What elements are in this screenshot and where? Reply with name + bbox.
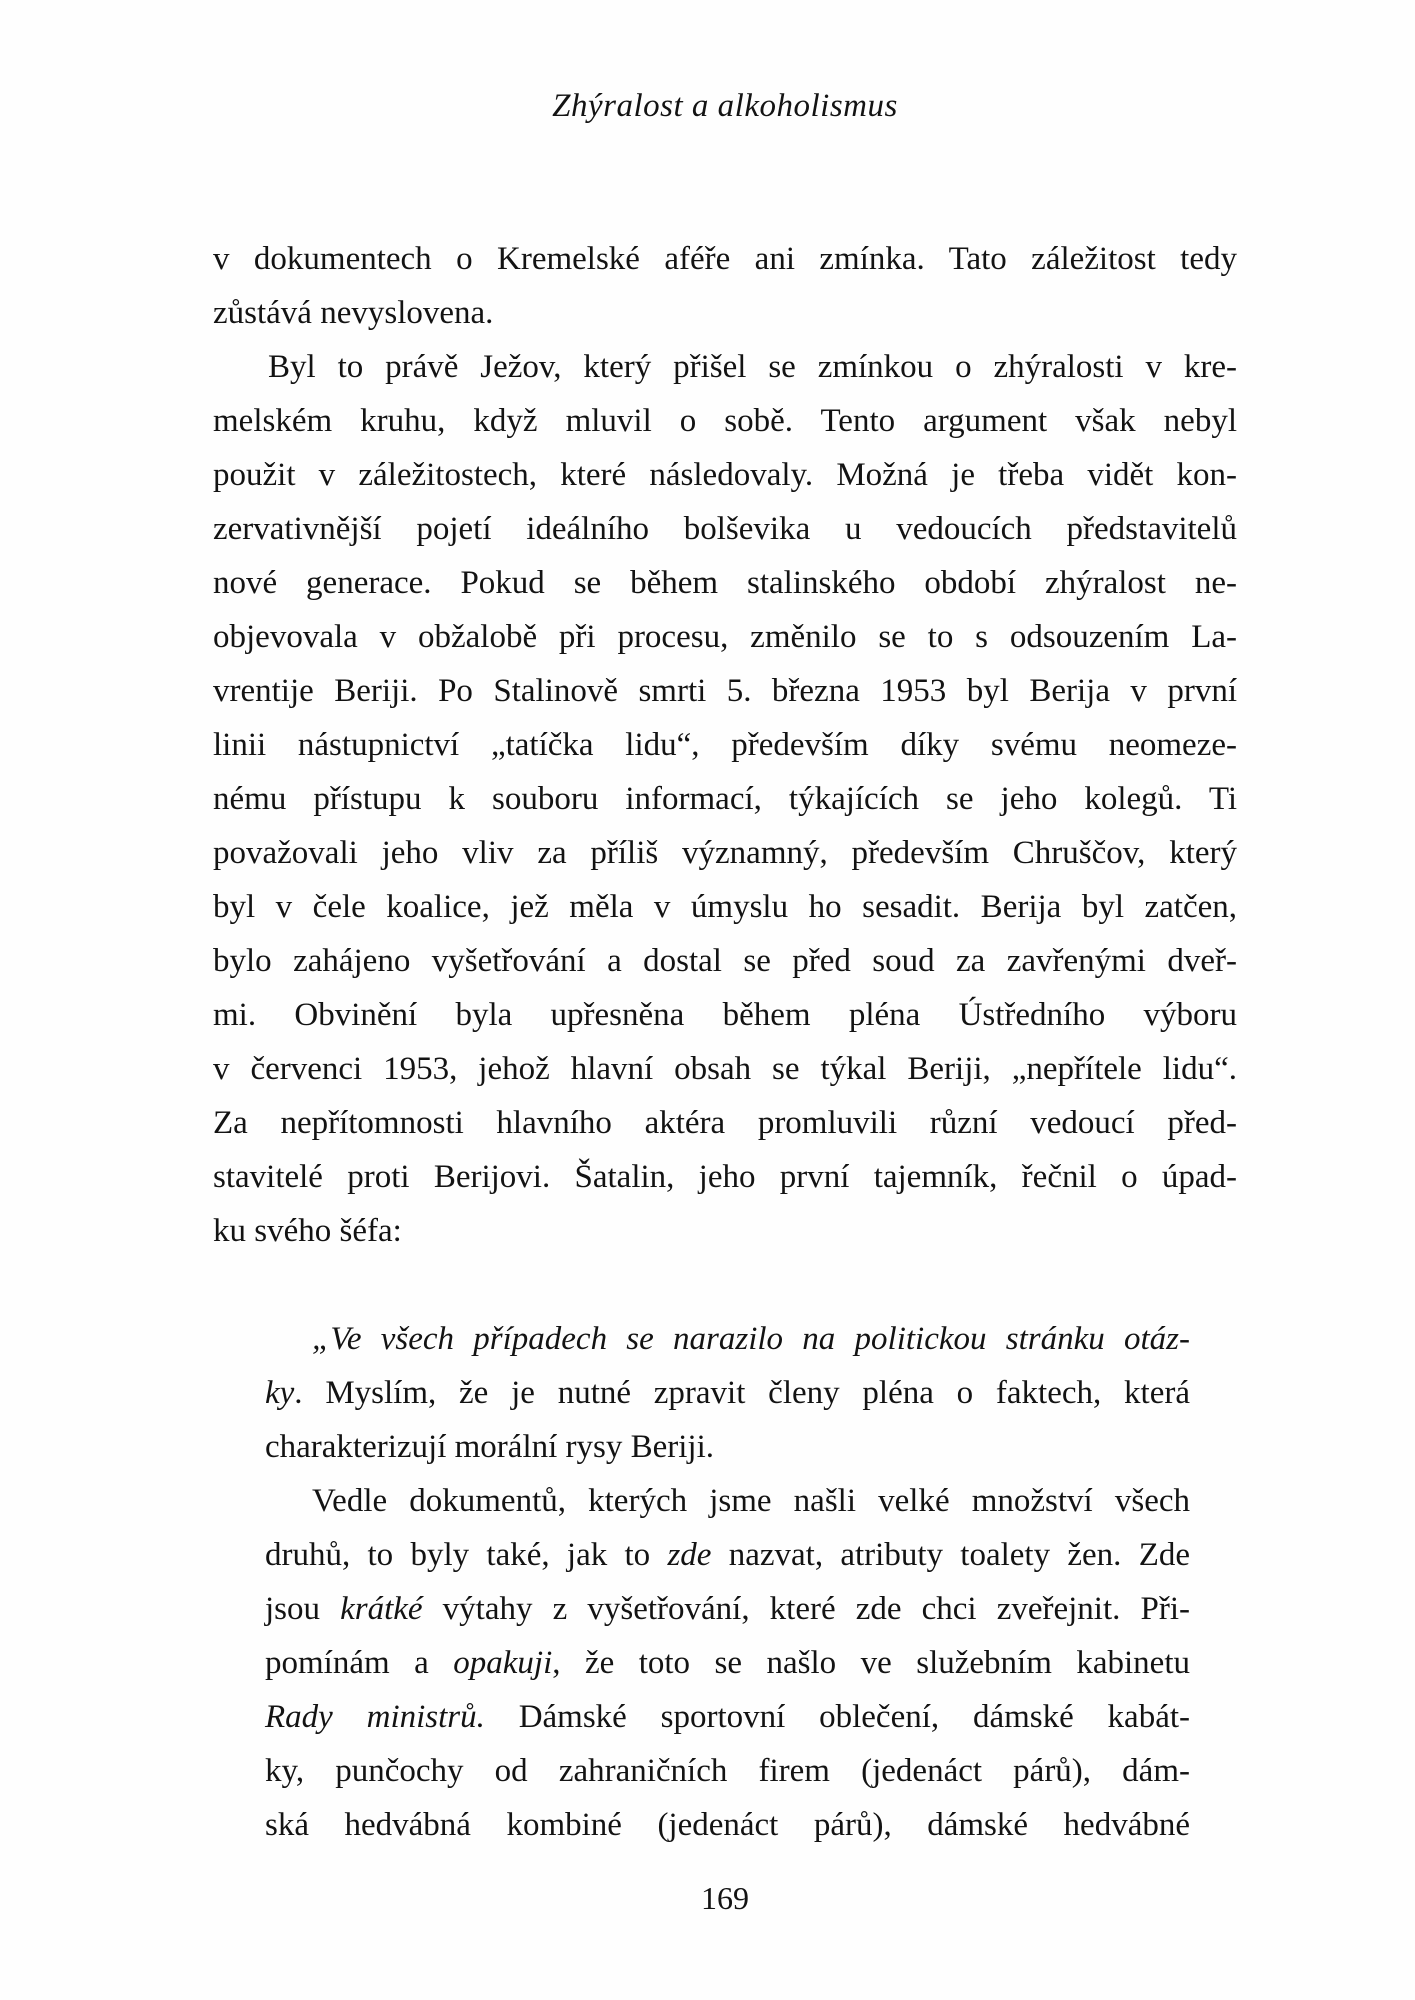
text-segment: vrentije Beriji. Po Stalinově smrti 5. března 1953 byl Berija v první	[213, 673, 1237, 709]
text-segment: byl v čele koalice, jež měla v úmyslu ho sesadit. Berija byl zatčen,	[213, 889, 1237, 925]
text-segment: nové generace. Pokud se během stalinského období zhýralost ne-	[213, 565, 1237, 601]
text-segment: Vedle dokumentů, kterých jsme našli velké množství všech	[312, 1483, 1190, 1519]
text-line	[213, 1096, 1237, 1150]
text-line	[213, 718, 1237, 772]
main-paragraphs	[213, 232, 1237, 1258]
page-number: 169	[701, 1880, 749, 1916]
italic-text-segment: zde	[667, 1537, 712, 1573]
text-line	[265, 1798, 1190, 1852]
text-segment: zervativnější pojetí ideálního bolševika u vedoucích představitelů	[213, 511, 1237, 547]
italic-text-segment: Rady ministrů.	[265, 1699, 485, 1735]
text-segment: ky, punčochy od zahraničních firem (jedenáct párů), dám-	[265, 1753, 1190, 1789]
text-line	[265, 1744, 1190, 1798]
text-segment: linii nástupnictví „tatíčka lidu“, především díky svému neomeze-	[213, 727, 1237, 763]
running-header: Zhýralost a alkoholismus	[552, 88, 898, 124]
text-line	[213, 1204, 1237, 1258]
text-segment: zůstává nevyslovena.	[213, 295, 494, 331]
text-segment: v červenci 1953, jehož hlavní obsah se týkal Beriji, „nepřítele lidu“.	[213, 1051, 1237, 1087]
text-line	[213, 934, 1237, 988]
text-segment: mi. Obvinění byla upřesněna během pléna Ústředního výboru	[213, 997, 1237, 1033]
text-segment: jsou	[265, 1591, 341, 1627]
text-line	[265, 1636, 1190, 1690]
text-line	[265, 1420, 1190, 1474]
text-line	[265, 1582, 1190, 1636]
text-line	[265, 1528, 1190, 1582]
text-segment: charakterizují morální rysy Beriji.	[265, 1429, 715, 1465]
text-line	[265, 1690, 1190, 1744]
italic-text-segment: ky	[265, 1375, 295, 1411]
text-segment: ku svého šéfa:	[213, 1213, 402, 1249]
text-segment: melském kruhu, když mluvil o sobě. Tento argument však nebyl	[213, 403, 1237, 439]
text-line	[213, 286, 1237, 340]
text-segment: stavitelé proti Berijovi. Šatalin, jeho první tajemník, řečnil o úpad-	[213, 1159, 1237, 1195]
text-segment: druhů, to byly také, jak to	[265, 1537, 668, 1573]
text-line	[213, 556, 1237, 610]
text-segment: . Myslím, že je nutné zpravit členy pléna o faktech, která	[294, 1375, 1190, 1411]
text-line	[213, 394, 1237, 448]
italic-text-segment: „Ve všech případech se narazilo na politickou stránku otáz-	[312, 1321, 1190, 1357]
text-line	[213, 772, 1237, 826]
text-segment: nazvat, atributy toalety žen. Zde	[711, 1537, 1190, 1573]
italic-text-segment: krátké	[340, 1591, 423, 1627]
text-line	[213, 1150, 1237, 1204]
text-line	[265, 1474, 1190, 1528]
italic-text-segment: opakuji	[453, 1645, 553, 1681]
text-segment: pomínám a	[265, 1645, 454, 1681]
text-segment: Byl to právě Ježov, který přišel se zmínkou o zhýralosti v kre-	[268, 349, 1237, 385]
text-line	[213, 880, 1237, 934]
text-line	[265, 1312, 1190, 1366]
text-segment: Za nepřítomnosti hlavního aktéra promluvili různí vedoucí před-	[213, 1105, 1237, 1141]
text-segment: použit v záležitostech, které následovaly. Možná je třeba vidět kon-	[213, 457, 1237, 493]
text-segment: ská hedvábná kombiné (jedenáct párů), dámské hedvábné	[265, 1807, 1190, 1843]
text-line	[213, 664, 1237, 718]
text-segment: bylo zahájeno vyšetřování a dostal se před soud za zavřenými dveř-	[213, 943, 1237, 979]
text-segment: výtahy z vyšetřování, které zde chci zveřejnit. Při-	[422, 1591, 1190, 1627]
text-segment: , že toto se našlo ve služebním kabinetu	[552, 1645, 1190, 1681]
body-text	[213, 232, 1237, 1852]
text-line	[213, 610, 1237, 664]
text-line	[213, 1042, 1237, 1096]
text-line	[213, 502, 1237, 556]
text-line	[213, 988, 1237, 1042]
text-line	[265, 1366, 1190, 1420]
block-quote	[265, 1312, 1190, 1852]
text-segment: objevovala v obžalobě při procesu, změnilo se to s odsouzením La-	[213, 619, 1237, 655]
text-segment: Dámské sportovní oblečení, dámské kabát-	[484, 1699, 1191, 1735]
text-segment: nému přístupu k souboru informací, týkajících se jeho kolegů. Ti	[213, 781, 1237, 817]
text-line	[213, 826, 1237, 880]
text-line	[213, 448, 1237, 502]
text-segment: v dokumentech o Kremelské aféře ani zmínka. Tato záležitost tedy	[213, 241, 1237, 277]
text-segment: považovali jeho vliv za příliš významný, především Chruščov, který	[213, 835, 1237, 871]
text-line	[213, 340, 1237, 394]
text-line	[213, 232, 1237, 286]
